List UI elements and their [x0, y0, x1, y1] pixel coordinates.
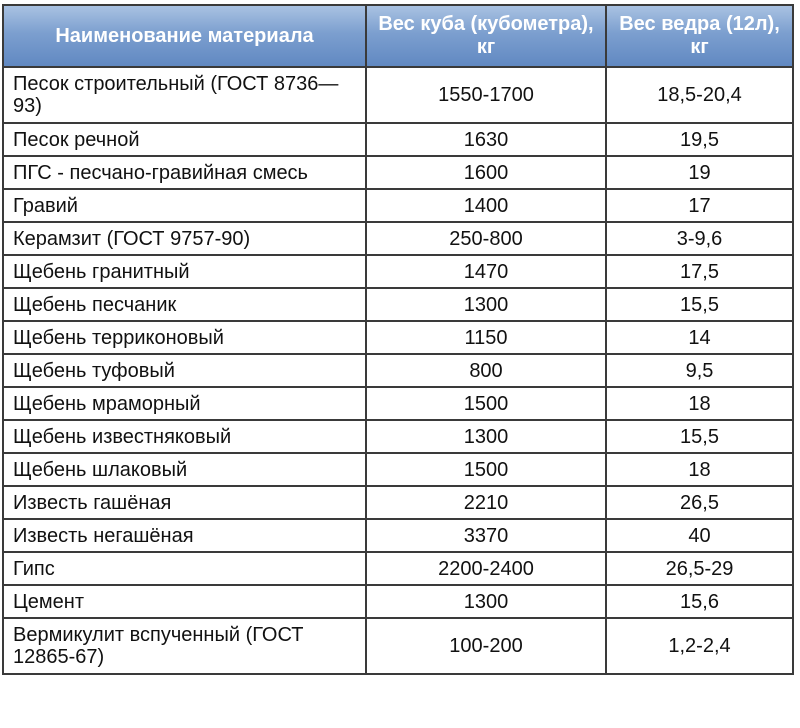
material-name-cell: Керамзит (ГОСТ 9757-90)	[3, 222, 366, 255]
bucket-weight-cell: 18	[606, 453, 793, 486]
material-name-cell: Песок строительный (ГОСТ 8736—93)	[3, 67, 366, 123]
cube-weight-cell: 1470	[366, 255, 606, 288]
cube-weight-cell: 1400	[366, 189, 606, 222]
material-name-cell: Щебень туфовый	[3, 354, 366, 387]
cube-weight-cell: 800	[366, 354, 606, 387]
table-row	[3, 156, 793, 189]
material-name-cell: Гипс	[3, 552, 366, 585]
table-row	[3, 321, 793, 354]
table-row	[3, 519, 793, 552]
bucket-weight-cell: 26,5-29	[606, 552, 793, 585]
material-name-cell: Известь гашёная	[3, 486, 366, 519]
table-row	[3, 585, 793, 618]
cube-weight-cell: 1550-1700	[366, 67, 606, 123]
table-row	[3, 222, 793, 255]
table-row	[3, 486, 793, 519]
material-name-cell: Щебень шлаковый	[3, 453, 366, 486]
material-name-cell: Гравий	[3, 189, 366, 222]
cube-weight-cell: 1500	[366, 453, 606, 486]
table-row	[3, 552, 793, 585]
table-row	[3, 123, 793, 156]
bucket-weight-cell: 18	[606, 387, 793, 420]
header-cube-weight: Вес куба (кубометра), кг	[366, 5, 606, 67]
bucket-weight-cell: 1,2-2,4	[606, 618, 793, 674]
bucket-weight-cell: 18,5-20,4	[606, 67, 793, 123]
bucket-weight-cell: 9,5	[606, 354, 793, 387]
bucket-weight-cell: 17,5	[606, 255, 793, 288]
cube-weight-cell: 1300	[366, 585, 606, 618]
table-row	[3, 420, 793, 453]
bucket-weight-cell: 15,5	[606, 288, 793, 321]
table-row	[3, 453, 793, 486]
bucket-weight-cell: 14	[606, 321, 793, 354]
header-row	[3, 5, 793, 67]
table-row	[3, 189, 793, 222]
material-name-cell: Щебень мраморный	[3, 387, 366, 420]
bucket-weight-cell: 15,6	[606, 585, 793, 618]
bucket-weight-cell: 26,5	[606, 486, 793, 519]
bucket-weight-cell: 19,5	[606, 123, 793, 156]
cube-weight-cell: 2210	[366, 486, 606, 519]
bucket-weight-cell: 17	[606, 189, 793, 222]
bucket-weight-cell: 3-9,6	[606, 222, 793, 255]
cube-weight-cell: 1500	[366, 387, 606, 420]
table-row	[3, 354, 793, 387]
material-name-cell: Щебень известняковый	[3, 420, 366, 453]
header-material-name: Наименование материала	[3, 5, 366, 67]
material-name-cell: Песок речной	[3, 123, 366, 156]
material-name-cell: Вермикулит вспученный (ГОСТ 12865-67)	[3, 618, 366, 674]
cube-weight-cell: 100-200	[366, 618, 606, 674]
material-weight-table-container	[2, 4, 792, 675]
table-body	[3, 67, 793, 674]
bucket-weight-cell: 15,5	[606, 420, 793, 453]
cube-weight-cell: 1300	[366, 288, 606, 321]
cube-weight-cell: 3370	[366, 519, 606, 552]
table-header	[3, 5, 793, 67]
header-bucket-weight: Вес ведра (12л), кг	[606, 5, 793, 67]
cube-weight-cell: 1600	[366, 156, 606, 189]
table-row	[3, 67, 793, 123]
material-name-cell: ПГС - песчано-гравийная смесь	[3, 156, 366, 189]
material-name-cell: Щебень терриконовый	[3, 321, 366, 354]
table-row	[3, 618, 793, 674]
table-row	[3, 288, 793, 321]
material-name-cell: Щебень песчаник	[3, 288, 366, 321]
material-name-cell: Цемент	[3, 585, 366, 618]
cube-weight-cell: 1150	[366, 321, 606, 354]
cube-weight-cell: 2200-2400	[366, 552, 606, 585]
cube-weight-cell: 250-800	[366, 222, 606, 255]
cube-weight-cell: 1300	[366, 420, 606, 453]
material-name-cell: Известь негашёная	[3, 519, 366, 552]
bucket-weight-cell: 40	[606, 519, 793, 552]
table-row	[3, 255, 793, 288]
material-weight-table	[2, 4, 794, 675]
table-row	[3, 387, 793, 420]
cube-weight-cell: 1630	[366, 123, 606, 156]
material-name-cell: Щебень гранитный	[3, 255, 366, 288]
bucket-weight-cell: 19	[606, 156, 793, 189]
